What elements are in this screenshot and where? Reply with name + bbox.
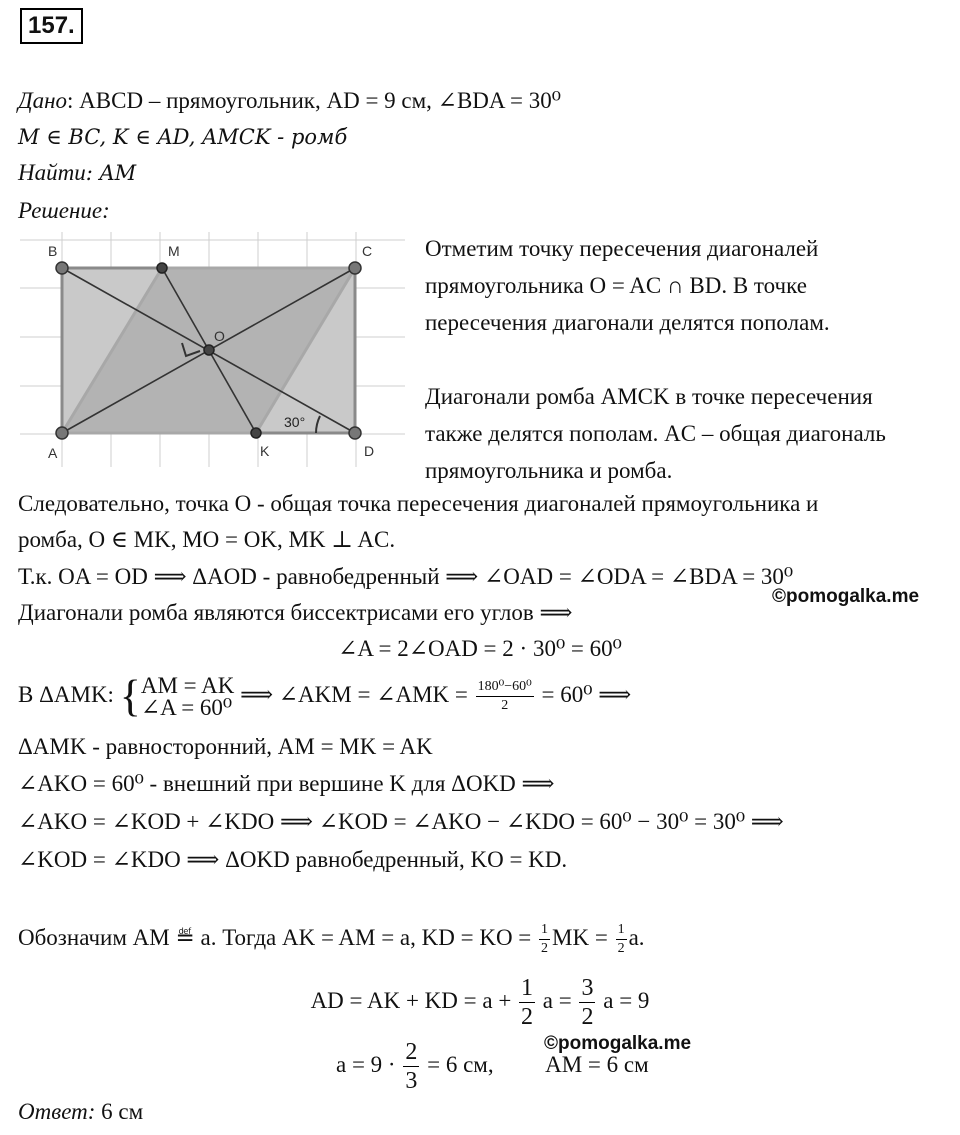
denote-b: MK = [552, 925, 608, 950]
answer-line [18, 1097, 143, 1127]
amk-fraction [476, 678, 534, 715]
eq-ad-f2-den: 2 [581, 1004, 594, 1031]
eq-ad-f1-den: 2 [521, 1004, 534, 1031]
right-line-7: прямоугольника и ромба. [425, 458, 673, 483]
body-line-2: ромба, O ∈ MK, MO = OK, MK ⊥ AC. [18, 527, 396, 552]
answer-value: 6 см [95, 1099, 144, 1124]
geometry-figure [20, 232, 405, 467]
solution-label: Решение: [18, 198, 110, 223]
denote-half-1 [539, 921, 550, 958]
body-line-3: Т.к. OA = OD ⟹ ΔAOD - равнобедренный ⟹ ∠OAD = ∠ODA = ∠BDA = 30⁰ [18, 564, 794, 589]
problem-number: 157. [20, 8, 83, 44]
lines2-4: ∠KOD = ∠KDO ⟹ ΔOKD равнобедренный, KO = KD. [18, 847, 568, 872]
eq-ad [0, 972, 960, 1031]
given-text: : ABCD – прямоугольник, AD = 9 см, ∠BDA = 30⁰ [67, 88, 561, 113]
eq-ad-frac-2 [579, 974, 595, 1031]
find-line [18, 158, 136, 188]
eq-a-a: a = 9 · [336, 1052, 396, 1077]
body-line-1: Следовательно, точка O - общая точка пересечения диагоналей прямоугольника и [18, 491, 819, 516]
amk-sys-2: ∠A = 60⁰ [140, 694, 233, 720]
denote-half-2-num: 1 [616, 921, 627, 940]
eq-a-frac [403, 1038, 419, 1095]
point-a [56, 427, 68, 439]
amk-frac-num: 180⁰−60⁰ [476, 678, 534, 697]
label-m: M [168, 243, 180, 259]
amk-middle: ⟹ ∠AKM = ∠AMK = [240, 682, 468, 707]
denote-half-2-den: 2 [617, 941, 625, 957]
find-label: Найти [18, 160, 86, 185]
denote-c: a. [628, 925, 645, 950]
watermark-1: ©pomogalka.me [772, 586, 920, 607]
eq-a-f-num: 2 [405, 1039, 418, 1066]
point-m [157, 263, 167, 273]
label-k: K [260, 443, 270, 459]
answer-label: Ответ: [18, 1099, 96, 1124]
amk-prefix: В ΔAMK: [18, 682, 114, 707]
given-line-2 [18, 122, 347, 152]
right-line-5: Диагонали ромба AMCK в точке пересечения [425, 384, 873, 409]
label-c: C [362, 243, 373, 259]
system-brace: { [119, 671, 141, 721]
label-o: O [214, 328, 225, 344]
given-line-1 [18, 86, 561, 116]
point-c [349, 262, 361, 274]
eq-a-f-den: 3 [405, 1068, 418, 1095]
right-explanation [425, 230, 886, 489]
lines2-2: ∠AKO = 60⁰ - внешний при вершине K для ΔOKD ⟹ [18, 771, 555, 796]
eq-a [336, 1036, 649, 1095]
watermark-2: ©pomogalka.me [544, 1033, 692, 1054]
point-d [349, 427, 361, 439]
right-line-3: пересечения диагонали делятся пополам. [425, 310, 830, 335]
eq-ad-frac-1 [519, 974, 535, 1031]
point-b [56, 262, 68, 274]
given-text-2: M ∈ BC, K ∈ AD, AMCK - ромб [18, 125, 348, 149]
eq-ad-f1-num: 1 [521, 975, 534, 1002]
eq-a-c: AM = 6 см [545, 1052, 649, 1077]
right-line-1: Отметим точку пересечения диагоналей [425, 236, 819, 261]
lines2-1: ΔAMK - равносторонний, AM = MK = AK [18, 734, 433, 759]
denote-a: Обозначим AM ≝ a. Тогда AK = AM = a, KD = KO = [18, 925, 532, 950]
right-line-4 [425, 341, 886, 378]
eq-ad-b: a = [542, 988, 572, 1013]
denote-line [18, 915, 645, 961]
label-d: D [364, 443, 375, 459]
eq-angle-a: ∠A = 2∠OAD = 2 · 30⁰ = 60⁰ [338, 636, 622, 661]
amk-sys-1: AM = AK [140, 672, 235, 698]
denote-half-1-num: 1 [539, 921, 550, 940]
label-angle-30: 30° [284, 414, 306, 430]
find-value: : AM [85, 161, 137, 185]
right-line-2: прямоугольника O = AC ∩ BD. В точке [425, 273, 807, 298]
right-line-6: также делятся пополам. AC – общая диагональ [425, 421, 886, 446]
denote-half-2 [616, 921, 627, 958]
eq-ad-a: AD = AK + KD = a + [310, 988, 512, 1013]
eq-ad-f2-num: 3 [581, 975, 594, 1002]
label-b: B [48, 243, 58, 259]
amk-line [18, 670, 631, 720]
given-label: Дано [18, 88, 68, 113]
label-a: A [48, 445, 58, 461]
point-o [204, 345, 214, 355]
body-line-4: Диагонали ромба являются биссектрисами его углов ⟹ [18, 600, 573, 625]
amk-suffix: = 60⁰ ⟹ [541, 682, 632, 707]
point-k [251, 428, 261, 438]
lines2-3: ∠AKO = ∠KOD + ∠KDO ⟹ ∠KOD = ∠AKO − ∠KDO = 60⁰ − 30⁰ = 30⁰ ⟹ [18, 809, 784, 834]
eq-ad-c: a = 9 [603, 988, 650, 1013]
amk-frac-den: 2 [501, 698, 509, 714]
denote-half-1-den: 2 [541, 941, 549, 957]
eq-a-b: = 6 см, [427, 1052, 494, 1077]
amk-system [140, 672, 235, 720]
